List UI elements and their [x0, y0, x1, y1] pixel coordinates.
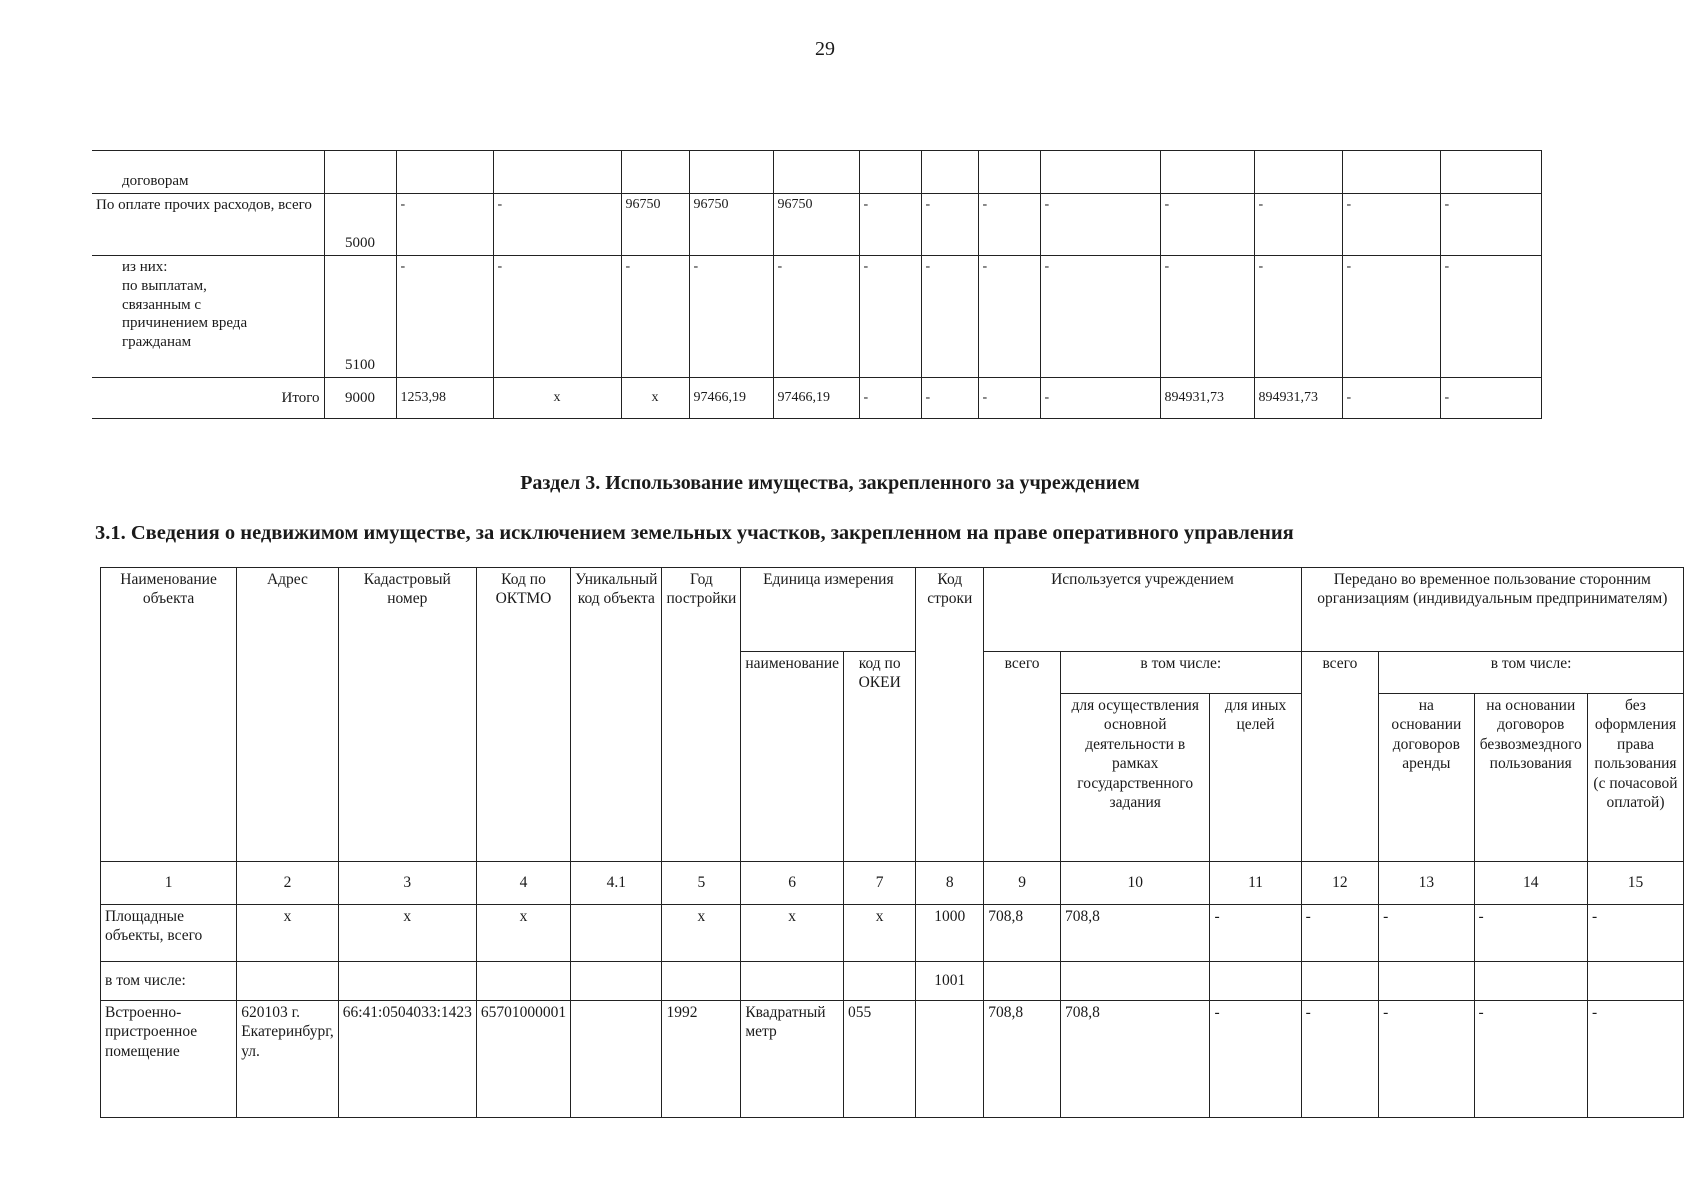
- header-used-main: для осуществления основной деятельности в рамках государственного задания: [1060, 694, 1210, 862]
- table-cell: x: [237, 905, 339, 962]
- table-cell: -: [1474, 905, 1587, 962]
- table-cell: Площадные объекты, всего: [101, 905, 237, 962]
- table-cell: -: [493, 256, 621, 378]
- column-number: 2: [237, 862, 339, 905]
- table-cell: [571, 962, 662, 1001]
- table-cell: [493, 151, 621, 194]
- table-cell: 708,8: [1060, 905, 1210, 962]
- table-cell: [1254, 151, 1342, 194]
- table-cell: -: [621, 256, 689, 378]
- row-label: договорам: [92, 151, 324, 194]
- table-cell: [662, 962, 741, 1001]
- table-cell: [859, 151, 921, 194]
- table-cell: [1440, 151, 1541, 194]
- table-cell: -: [396, 256, 493, 378]
- column-numbers-row: [101, 862, 1684, 905]
- header-unit: Единица измерения: [741, 568, 916, 652]
- table-cell: -: [1210, 1001, 1301, 1118]
- table-cell: [571, 905, 662, 962]
- row-code: 9000: [324, 378, 396, 419]
- table-row: [101, 962, 1684, 1001]
- table-cell: -: [1587, 1001, 1683, 1118]
- header-used-other: для иных целей: [1210, 694, 1301, 862]
- column-number: 9: [984, 862, 1061, 905]
- header-transferred-norights: без оформления права пользования (с почасовой оплатой): [1587, 694, 1683, 862]
- expenses-table-continuation: [92, 150, 1542, 419]
- header-cadastral: Кадастровый номер: [338, 568, 476, 862]
- table-cell: x: [621, 378, 689, 419]
- table-cell: 708,8: [1060, 1001, 1210, 1118]
- table-cell: [1060, 962, 1210, 1001]
- table-cell: -: [859, 194, 921, 256]
- column-number: 12: [1301, 862, 1379, 905]
- header-transferred-total: всего: [1301, 652, 1379, 862]
- table-cell: -: [1160, 194, 1254, 256]
- table-cell: [1587, 962, 1683, 1001]
- table-cell: 97466,19: [689, 378, 773, 419]
- table-cell: -: [1587, 905, 1683, 962]
- table-cell: -: [1040, 256, 1160, 378]
- table-cell: 894931,73: [1254, 378, 1342, 419]
- column-number: 1: [101, 862, 237, 905]
- header-used-total: всего: [984, 652, 1061, 862]
- column-number: 6: [741, 862, 844, 905]
- table-cell: 96750: [689, 194, 773, 256]
- table-cell: -: [1160, 256, 1254, 378]
- table-cell: -: [1301, 1001, 1379, 1118]
- table-row: [92, 151, 1541, 194]
- table-cell: [338, 962, 476, 1001]
- header-used: Используется учреждением: [984, 568, 1301, 652]
- table-cell: [773, 151, 859, 194]
- table-cell: -: [859, 256, 921, 378]
- table-cell: -: [773, 256, 859, 378]
- table-cell: -: [921, 194, 978, 256]
- table-cell: -: [1379, 1001, 1474, 1118]
- table-cell: -: [1440, 194, 1541, 256]
- subsection-title: 3.1. Сведения о недвижимом имуществе, за исключением земельных участков, закрепленном на праве оперативного управления: [95, 522, 1294, 544]
- table-cell: 97466,19: [773, 378, 859, 419]
- table-cell: -: [859, 378, 921, 419]
- header-name: Наименование объекта: [101, 568, 237, 862]
- table-cell: [237, 962, 339, 1001]
- header-transferred: Передано во временное пользование сторонним организациям (индивидуальным предпринимателям): [1301, 568, 1683, 652]
- header-unit-name: наименование: [741, 652, 844, 862]
- table-cell: [689, 151, 773, 194]
- header-transferred-free: на основании договоров безвозмездного пользования: [1474, 694, 1587, 862]
- column-number: 5: [662, 862, 741, 905]
- table-cell: -: [921, 256, 978, 378]
- table-cell: x: [662, 905, 741, 962]
- table-cell: -: [1342, 194, 1440, 256]
- header-used-incl: в том числе:: [1060, 652, 1301, 694]
- table-cell: -: [1210, 905, 1301, 962]
- table-cell: -: [1440, 378, 1541, 419]
- table-cell: Квадратный метр: [741, 1001, 844, 1118]
- section-title: Раздел 3. Использование имущества, закрепленного за учреждением: [520, 472, 1140, 494]
- table-cell: 055: [844, 1001, 916, 1118]
- table-cell: 1992: [662, 1001, 741, 1118]
- column-number: 3: [338, 862, 476, 905]
- table-cell: -: [1474, 1001, 1587, 1118]
- table-cell: 620103 г. Екатеринбург, ул.: [237, 1001, 339, 1118]
- table-cell: -: [1040, 194, 1160, 256]
- table-cell: x: [476, 905, 570, 962]
- column-number: 8: [916, 862, 984, 905]
- table-cell: -: [978, 378, 1040, 419]
- header-year: Год постройки: [662, 568, 741, 862]
- table-cell: [1379, 962, 1474, 1001]
- table-cell: 708,8: [984, 1001, 1061, 1118]
- table-cell: 65701000001: [476, 1001, 570, 1118]
- header-transferred-incl: в том числе:: [1379, 652, 1684, 694]
- table-row: [92, 256, 1541, 378]
- table-cell: [741, 962, 844, 1001]
- row-label: По оплате прочих расходов, всего: [92, 194, 324, 256]
- row-code: 5100: [324, 256, 396, 378]
- table-cell: [1474, 962, 1587, 1001]
- table-cell: [1210, 962, 1301, 1001]
- table-cell: [1301, 962, 1379, 1001]
- table-cell: [984, 962, 1061, 1001]
- table-cell: [1160, 151, 1254, 194]
- column-number: 7: [844, 862, 916, 905]
- table-cell: [396, 151, 493, 194]
- table-cell: 1001: [916, 962, 984, 1001]
- table-cell: [621, 151, 689, 194]
- column-number: 11: [1210, 862, 1301, 905]
- column-number: 14: [1474, 862, 1587, 905]
- table-cell: 96750: [621, 194, 689, 256]
- table-cell: -: [1440, 256, 1541, 378]
- table-cell: [571, 1001, 662, 1118]
- table-cell: -: [1040, 378, 1160, 419]
- row-code: [324, 151, 396, 194]
- table-cell: [916, 1001, 984, 1118]
- table-cell: 96750: [773, 194, 859, 256]
- row-label: Итого: [92, 378, 324, 419]
- table-cell: 708,8: [984, 905, 1061, 962]
- header-address: Адрес: [237, 568, 339, 862]
- header-unique-code: Уникальный код объекта: [571, 568, 662, 862]
- header-line-code: Код строки: [916, 568, 984, 862]
- column-number: 15: [1587, 862, 1683, 905]
- table-cell: -: [921, 378, 978, 419]
- table-cell: [1040, 151, 1160, 194]
- column-number: 4: [476, 862, 570, 905]
- table-cell: -: [1254, 194, 1342, 256]
- table-row: [101, 905, 1684, 962]
- page-number: 29: [815, 38, 835, 60]
- table-cell: x: [493, 378, 621, 419]
- column-number: 10: [1060, 862, 1210, 905]
- table-cell: -: [1379, 905, 1474, 962]
- table-cell: -: [689, 256, 773, 378]
- row-code: 5000: [324, 194, 396, 256]
- table-cell: -: [978, 194, 1040, 256]
- table-row: [92, 378, 1541, 419]
- table-cell: [1342, 151, 1440, 194]
- column-number: 4.1: [571, 862, 662, 905]
- property-table: [100, 567, 1684, 1118]
- table-cell: 894931,73: [1160, 378, 1254, 419]
- table-cell: [476, 962, 570, 1001]
- row-label: из них: по выплатам, связанным с причинением вреда гражданам: [92, 256, 324, 378]
- table-cell: -: [493, 194, 621, 256]
- table-cell: -: [396, 194, 493, 256]
- table-cell: 1000: [916, 905, 984, 962]
- table-cell: -: [1342, 378, 1440, 419]
- table-cell: 1253,98: [396, 378, 493, 419]
- table-cell: x: [844, 905, 916, 962]
- table-cell: 66:41:0504033:1423: [338, 1001, 476, 1118]
- table-cell: x: [741, 905, 844, 962]
- column-number: 13: [1379, 862, 1474, 905]
- table-cell: [844, 962, 916, 1001]
- table-cell: -: [978, 256, 1040, 378]
- header-okei: код по ОКЕИ: [844, 652, 916, 862]
- header-transferred-lease: на основании договоров аренды: [1379, 694, 1474, 862]
- header-oktmo: Код по ОКТМО: [476, 568, 570, 862]
- table-cell: -: [1342, 256, 1440, 378]
- table-cell: -: [1254, 256, 1342, 378]
- table-cell: в том числе:: [101, 962, 237, 1001]
- table-row: [92, 194, 1541, 256]
- table-row: [101, 1001, 1684, 1118]
- table-cell: [921, 151, 978, 194]
- table-cell: Встроенно-пристроенное помещение: [101, 1001, 237, 1118]
- table-cell: -: [1301, 905, 1379, 962]
- table-cell: x: [338, 905, 476, 962]
- table-cell: [978, 151, 1040, 194]
